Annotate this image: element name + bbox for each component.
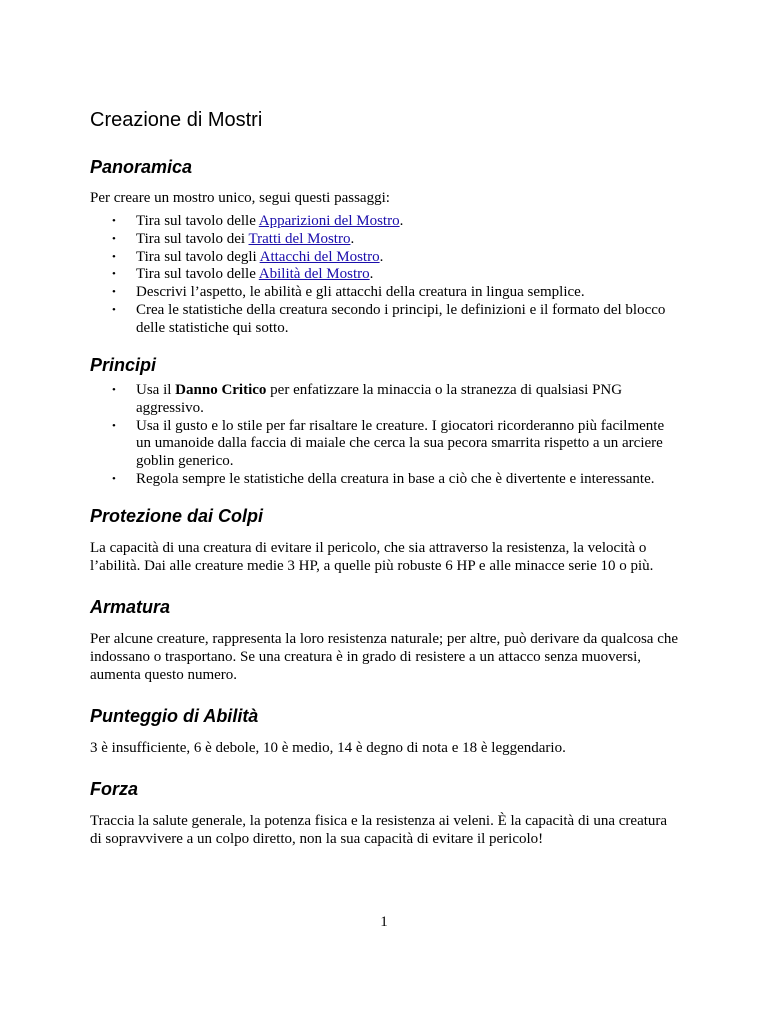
link-tratti-del-mostro[interactable]: Tratti del Mostro	[248, 230, 351, 247]
list-item: • Descrivi l’aspetto, le abilità e gli attacchi della creatura in lingua semplice.	[90, 284, 680, 302]
forza-text: Traccia la salute generale, la potenza fisica e la resistenza ai veleni. È la capacità di una creatura di sopravvivere a un colpo diretto, non la sua capacità di evitare il pericolo!	[90, 813, 668, 847]
punteggio-text: 3 è insufficiente, 6 è debole, 10 è medio, 14 è degno di nota e 18 è leggendario.	[90, 740, 566, 756]
list-item: • Usa il gusto e lo stile per far risaltare le creature. I giocatori ricorderanno più facilmente un umanoide dalla faccia di maiale che cerca la sua pecora smarrita rispetto a un arciere goblin generico.	[90, 418, 680, 471]
page-title: Creazione di Mostri	[90, 109, 263, 131]
list-item: • Tira sul tavolo dei Tratti del Mostro.	[90, 231, 680, 249]
bold-term-danno-critico: Danno Critico	[175, 382, 267, 398]
list-item: • Regola sempre le statistiche della creatura in base a ciò che è divertente e interessante.	[90, 471, 680, 489]
panoramica-steps-list	[90, 213, 680, 338]
principi-list	[90, 382, 680, 489]
protezione-text: La capacità di una creatura di evitare il pericolo, che sia attraverso la resistenza, la velocità o l’abilità. Dai alle creature medie 3 HP, a quelle più robuste 6 HP e alle minacce serie 10 o più.	[90, 540, 654, 574]
section-heading-punteggio: Punteggio di Abilità	[90, 706, 259, 726]
link-attacchi-del-mostro[interactable]: Attacchi del Mostro	[259, 248, 380, 265]
section-heading-principi: Principi	[90, 355, 157, 375]
list-item: • Tira sul tavolo delle Apparizioni del Mostro.	[90, 213, 680, 231]
section-heading-protezione: Protezione dai Colpi	[90, 506, 264, 526]
section-heading-armatura: Armatura	[90, 597, 171, 617]
list-item: • Tira sul tavolo delle Abilità del Mostro.	[90, 266, 680, 284]
panoramica-intro: Per creare un mostro unico, segui questi passaggi:	[90, 190, 390, 206]
list-item: • Usa il Danno Critico per enfatizzare la minaccia o la stranezza di qualsiasi PNG aggressivo.	[90, 382, 680, 418]
link-apparizioni-del-mostro[interactable]: Apparizioni del Mostro	[258, 213, 400, 229]
section-heading-panoramica: Panoramica	[90, 157, 193, 177]
link-abilita-del-mostro[interactable]: Abilità del Mostro	[258, 266, 370, 283]
list-item: • Crea le statistiche della creatura secondo i principi, le definizioni e il formato del blocco delle statistiche qui sotto.	[90, 302, 680, 338]
page-number: 1	[380, 914, 388, 930]
list-item: • Tira sul tavolo degli Attacchi del Mostro.	[90, 249, 680, 267]
armatura-text: Per alcune creature, rappresenta la loro resistenza naturale; per altre, può derivare da qualcosa che indossano o trasportano. Se una creatura è in grado di resistere a un attacco senza muoversi, aumenta questo numero.	[90, 631, 679, 683]
section-heading-forza: Forza	[90, 779, 139, 799]
